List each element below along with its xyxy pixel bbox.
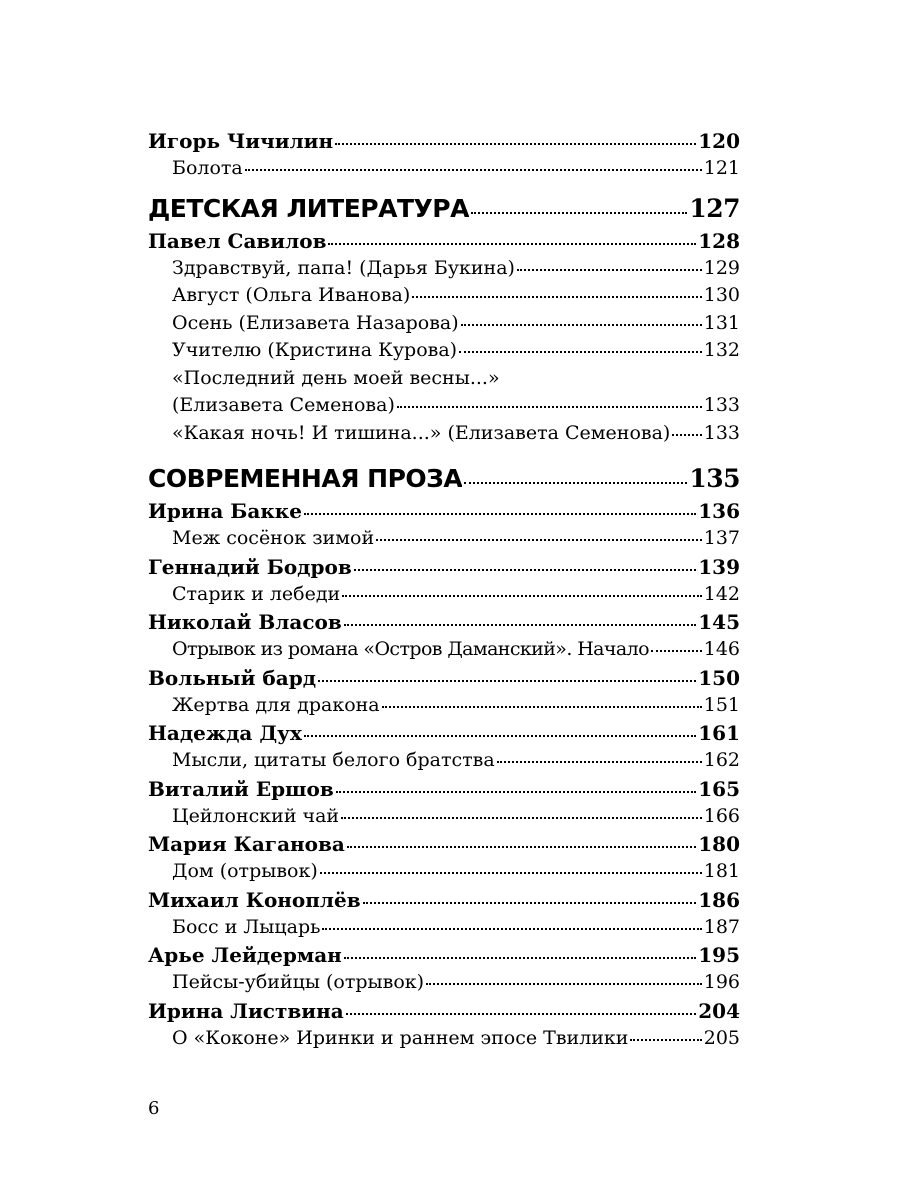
toc-entry-work[interactable]: [148, 914, 740, 942]
dot-leader: [412, 296, 701, 298]
entry-title: Старик и лебеди: [172, 582, 341, 605]
entry-title: (Елизавета Семенова): [172, 394, 395, 416]
entry-title: Болота: [172, 157, 243, 179]
entry-page-number: 135: [689, 464, 740, 493]
entry-title: Дом (отрывок): [172, 860, 318, 882]
dot-leader: [245, 169, 702, 171]
entry-title: Мария Каганова: [148, 832, 345, 856]
entry-title: Август (Ольга Иванова): [172, 284, 411, 306]
dot-leader: [342, 595, 702, 597]
entry-page-number: 120: [698, 129, 740, 153]
dot-leader: [347, 846, 696, 848]
entry-page-number: 130: [703, 284, 740, 306]
entry-page-number: 195: [698, 943, 740, 967]
dot-leader: [517, 269, 702, 271]
page-number: 6: [148, 1098, 160, 1119]
entry-page-number: 127: [689, 193, 740, 223]
toc-entry-work[interactable]: [148, 392, 740, 420]
entry-title: Учителю (Кристина Курова): [172, 339, 458, 361]
entry-title: Михаил Коноплёв: [148, 887, 361, 912]
entry-page-number: 129: [703, 256, 740, 279]
entry-page-number: 145: [698, 610, 740, 634]
entry-title: Цейлонский чай: [172, 804, 340, 827]
dot-leader: [346, 1013, 697, 1015]
toc-entry-work[interactable]: [148, 858, 740, 886]
entry-title: Вольный бард: [148, 665, 317, 690]
section-title: СОВРЕМЕННАЯ ПРОЗА: [148, 464, 463, 493]
entry-title: Пейсы-убийцы (отрывок): [172, 971, 425, 993]
toc-entry-section[interactable]: [148, 191, 740, 227]
toc-entry-author[interactable]: [148, 227, 740, 255]
entry-title: «Какая ночь! И тишина...» (Елизавета Семенова): [172, 421, 671, 444]
entry-title: Здравствуй, папа! (Дарья Букина): [172, 256, 515, 279]
entry-page-number: 204: [698, 998, 740, 1023]
dot-leader: [344, 957, 696, 959]
toc-entry-author[interactable]: [148, 608, 740, 636]
entry-page-number: 161: [698, 721, 740, 745]
toc-entry-work[interactable]: [148, 255, 740, 283]
dot-leader: [336, 791, 696, 793]
toc-entry-author[interactable]: [148, 719, 740, 747]
entry-page-number: 181: [703, 860, 740, 882]
dot-leader: [464, 482, 687, 484]
toc-entry-work[interactable]: [148, 310, 740, 338]
dot-leader: [354, 569, 697, 571]
entry-page-number: 186: [698, 887, 740, 912]
entry-page-number: 128: [698, 228, 740, 253]
dot-leader: [322, 928, 701, 930]
toc-entry-author[interactable]: [148, 941, 740, 969]
dot-leader: [304, 735, 696, 737]
toc-entry-work[interactable]: [148, 581, 740, 609]
entry-page-number: 121: [703, 157, 740, 179]
toc-entry-author[interactable]: [148, 997, 740, 1025]
dot-leader: [397, 406, 702, 408]
entry-page-number: 133: [703, 394, 740, 416]
dot-leader: [382, 706, 702, 708]
entry-page-number: 131: [703, 311, 740, 334]
dot-leader: [672, 434, 701, 436]
entry-title: Надежда Дух: [148, 721, 302, 745]
toc-entry-work[interactable]: [148, 803, 740, 831]
toc-entry-work[interactable]: [148, 747, 740, 775]
toc-entry-author[interactable]: [148, 775, 740, 803]
toc-entry-work[interactable]: [148, 1025, 740, 1053]
toc-entry-section[interactable]: [148, 461, 740, 497]
entry-title: Мысли, цитаты белого братства: [172, 749, 495, 771]
toc-entry-work-line[interactable]: [148, 365, 740, 393]
dot-leader: [471, 212, 687, 214]
entry-title: Виталий Ершов: [148, 776, 334, 801]
toc-entry-work[interactable]: [148, 525, 740, 553]
entry-title: Ирина Листвина: [148, 998, 344, 1023]
entry-page-number: 132: [703, 339, 740, 361]
dot-leader: [461, 324, 702, 326]
toc-entry-work[interactable]: [148, 692, 740, 720]
toc-entry-author[interactable]: [148, 553, 740, 581]
dot-leader: [328, 243, 696, 245]
entry-title: Босс и Лыцарь: [172, 915, 321, 938]
entry-page-number: 150: [698, 665, 740, 690]
toc-entry-work[interactable]: [148, 337, 740, 365]
toc-entry-author[interactable]: [148, 127, 740, 155]
entry-title: Осень (Елизавета Назарова): [172, 311, 459, 334]
entry-page-number: 133: [703, 421, 740, 444]
toc-entry-author[interactable]: [148, 886, 740, 914]
toc-entry-work[interactable]: [148, 969, 740, 997]
entry-page-number: 136: [698, 499, 740, 523]
entry-title: Меж сосёнок зимой: [172, 527, 375, 549]
entry-title: Отрывок из романа «Остров Даманский». Начало: [172, 638, 649, 660]
entry-title: Геннадий Бодров: [148, 554, 352, 579]
dot-leader: [497, 761, 702, 763]
entry-title: Николай Власов: [148, 610, 342, 634]
dot-leader: [304, 513, 696, 515]
entry-page-number: 187: [703, 915, 740, 938]
dot-leader: [344, 624, 697, 626]
dot-leader: [376, 539, 702, 541]
dot-leader: [651, 650, 702, 652]
entry-page-number: 137: [703, 527, 740, 549]
entry-page-number: 205: [703, 1026, 740, 1049]
toc-entry-author[interactable]: [148, 497, 740, 525]
toc-entry-work[interactable]: [148, 282, 740, 310]
dot-leader: [318, 680, 696, 682]
entry-page-number: 151: [703, 693, 740, 716]
entry-title: Ирина Бакке: [148, 499, 302, 523]
dot-leader: [335, 143, 696, 145]
entry-page-number: 196: [703, 971, 740, 993]
entry-page-number: 146: [703, 638, 740, 660]
entry-page-number: 180: [698, 832, 740, 856]
entry-title: Павел Савилов: [148, 228, 327, 253]
toc-entry-author[interactable]: [148, 664, 740, 692]
dot-leader: [426, 983, 702, 985]
dot-leader: [459, 351, 702, 353]
toc-entry-work[interactable]: [148, 155, 740, 183]
entry-page-number: 162: [703, 749, 740, 771]
entry-title: Игорь Чичилин: [148, 129, 334, 153]
dot-leader: [363, 902, 697, 904]
entry-page-number: 139: [698, 554, 740, 579]
entry-page-number: 165: [698, 776, 740, 801]
dot-leader: [630, 1039, 701, 1041]
toc-entry-work[interactable]: [148, 636, 740, 664]
entry-title: Жертва для дракона: [172, 693, 380, 716]
table-of-contents: [148, 127, 740, 1052]
entry-title: «Последний день моей весны...»: [172, 366, 500, 389]
toc-entry-work[interactable]: [148, 420, 740, 448]
entry-title: Арье Лейдерман: [148, 943, 342, 967]
entry-page-number: 142: [703, 582, 740, 605]
dot-leader: [341, 817, 702, 819]
entry-title: О «Коконе» Иринки и раннем эпосе Твилики: [172, 1026, 629, 1049]
dot-leader: [320, 872, 702, 874]
entry-page-number: 166: [703, 804, 740, 827]
toc-entry-author[interactable]: [148, 830, 740, 858]
section-title: ДЕТСКАЯ ЛИТЕРАТУРА: [148, 193, 469, 223]
